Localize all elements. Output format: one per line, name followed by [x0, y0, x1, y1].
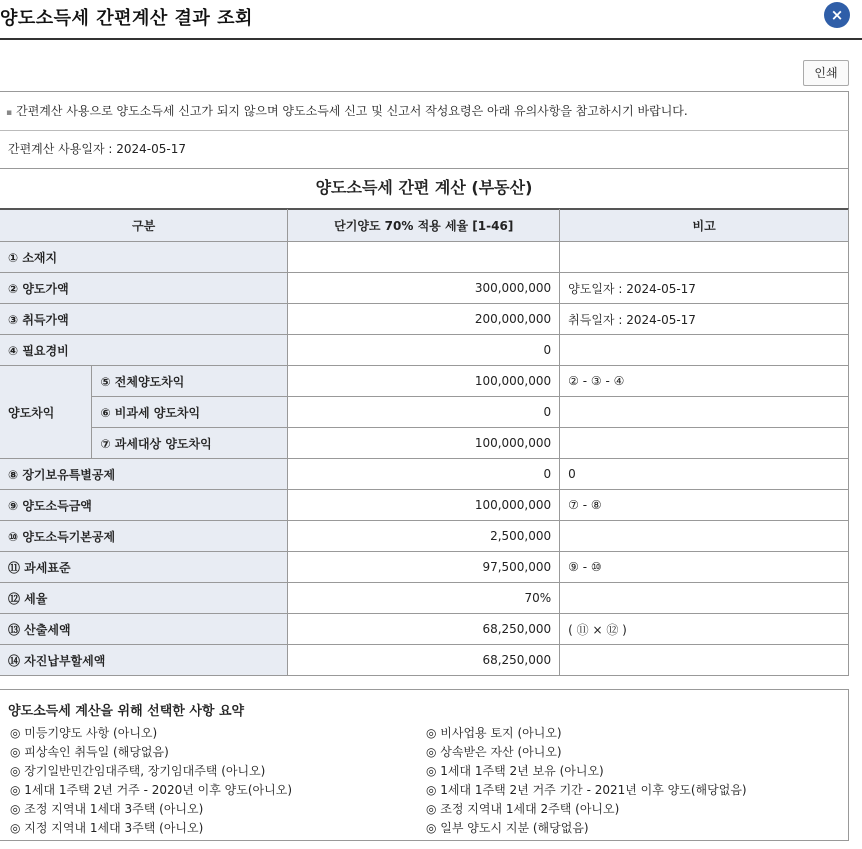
row-note: 양도일자 : 2024-05-17: [560, 273, 849, 304]
row-value: 100,000,000: [288, 366, 560, 397]
header-note: 비고: [560, 210, 849, 242]
table-row: [0, 459, 849, 490]
summary-item: ◎ 1세대 1주택 2년 거주 기간 - 2021년 이후 양도(해당없음): [426, 783, 747, 797]
table-row: [0, 614, 849, 645]
row-value: 0: [288, 335, 560, 366]
table-header-row: [0, 210, 849, 242]
row-label: ② 양도가액: [0, 273, 288, 304]
notice-box: [0, 91, 849, 131]
summary-item: ◎ 비사업용 토지 (아니오): [426, 726, 562, 740]
summary-title: 양도소득세 계산을 위해 선택한 사항 요약: [8, 704, 245, 719]
header-category: 구분: [0, 210, 288, 242]
row-note: [560, 397, 849, 428]
row-value: 300,000,000: [288, 273, 560, 304]
summary-item: ◎ 조정 지역내 1세대 2주택 (아니오): [426, 802, 620, 816]
row-note: ⑨ - ⑩: [560, 552, 849, 583]
calc-table: [0, 209, 849, 676]
bullet-icon: ▪: [6, 108, 13, 118]
table-row: [0, 645, 849, 676]
row-label: ⑬ 산출세액: [0, 614, 288, 645]
summary-item: ◎ 피상속인 취득일 (해당없음): [10, 745, 169, 759]
table-row: [0, 428, 849, 459]
summary-item: ◎ 일부 양도시 지분 (해당없음): [426, 821, 589, 835]
table-row: [0, 583, 849, 614]
close-button[interactable]: ×: [824, 2, 850, 28]
row-label: ① 소재지: [0, 242, 288, 273]
row-value: 68,250,000: [288, 614, 560, 645]
row-label: ⑩ 양도소득기본공제: [0, 521, 288, 552]
row-label: ⑧ 장기보유특별공제: [0, 459, 288, 490]
row-note: [560, 521, 849, 552]
table-row: [0, 397, 849, 428]
table-title: 양도소득세 간편 계산 (부동산): [0, 169, 849, 209]
row-value: 68,250,000: [288, 645, 560, 676]
print-button[interactable]: 인쇄: [803, 60, 849, 86]
row-label: ④ 필요경비: [0, 335, 288, 366]
row-value: 0: [288, 397, 560, 428]
row-label: ⑨ 양도소득금액: [0, 490, 288, 521]
row-label: ③ 취득가액: [0, 304, 288, 335]
selection-summary: [0, 689, 849, 841]
table-row: [0, 521, 849, 552]
row-note: [560, 583, 849, 614]
row-value: 100,000,000: [288, 490, 560, 521]
page-title: 양도소득세 간편계산 결과 조회: [0, 8, 253, 29]
row-note: 취득일자 : 2024-05-17: [560, 304, 849, 335]
row-note: [560, 645, 849, 676]
row-note: ( ⑪ × ⑫ ): [560, 614, 849, 645]
row-value: 97,500,000: [288, 552, 560, 583]
summary-item: ◎ 상속받은 자산 (아니오): [426, 745, 562, 759]
notice-text: 간편계산 사용으로 양도소득세 신고가 되지 않으며 양도소득세 신고 및 신고서 작성요령은 아래 유의사항을 참고하시기 바랍니다.: [16, 104, 688, 118]
row-value: [288, 242, 560, 273]
row-value: 100,000,000: [288, 428, 560, 459]
row-label: ⑪ 과세표준: [0, 552, 288, 583]
table-row: [0, 273, 849, 304]
table-row: [0, 335, 849, 366]
table-row: [0, 366, 849, 397]
table-row: [0, 304, 849, 335]
row-note: [560, 428, 849, 459]
title-bar: [0, 0, 862, 40]
row-label: ⑫ 세율: [0, 583, 288, 614]
use-date: 간편계산 사용일자 : 2024-05-17: [0, 131, 849, 169]
summary-item: ◎ 지정 지역내 1세대 3주택 (아니오): [10, 821, 204, 835]
summary-item: ◎ 1세대 1주택 2년 보유 (아니오): [426, 764, 604, 778]
summary-item: ◎ 조정 지역내 1세대 3주택 (아니오): [10, 802, 204, 816]
table-row: [0, 242, 849, 273]
row-note: 0: [560, 459, 849, 490]
row-value: 0: [288, 459, 560, 490]
row-note: [560, 242, 849, 273]
summary-item: ◎ 1세대 1주택 2년 거주 - 2020년 이후 양도(아니오): [10, 783, 293, 797]
group-label: 양도차익: [0, 366, 92, 459]
table-row: [0, 552, 849, 583]
header-value: 단기양도 70% 적용 세율 [1-46]: [288, 210, 560, 242]
row-value: 200,000,000: [288, 304, 560, 335]
summary-right-list: [426, 724, 747, 838]
summary-item: ◎ 미등기양도 사항 (아니오): [10, 726, 158, 740]
row-value: 70%: [288, 583, 560, 614]
row-note: [560, 335, 849, 366]
row-label: ⑦ 과세대상 양도차익: [92, 428, 288, 459]
row-label: ⑥ 비과세 양도차익: [92, 397, 288, 428]
row-label: ⑭ 자진납부할세액: [0, 645, 288, 676]
summary-item: ◎ 장기일반민간임대주택, 장기임대주택 (아니오): [10, 764, 266, 778]
row-note: ② - ③ - ④: [560, 366, 849, 397]
summary-left-list: [10, 724, 292, 838]
table-row: [0, 490, 849, 521]
row-value: 2,500,000: [288, 521, 560, 552]
row-label: ⑤ 전체양도차익: [92, 366, 288, 397]
row-note: ⑦ - ⑧: [560, 490, 849, 521]
